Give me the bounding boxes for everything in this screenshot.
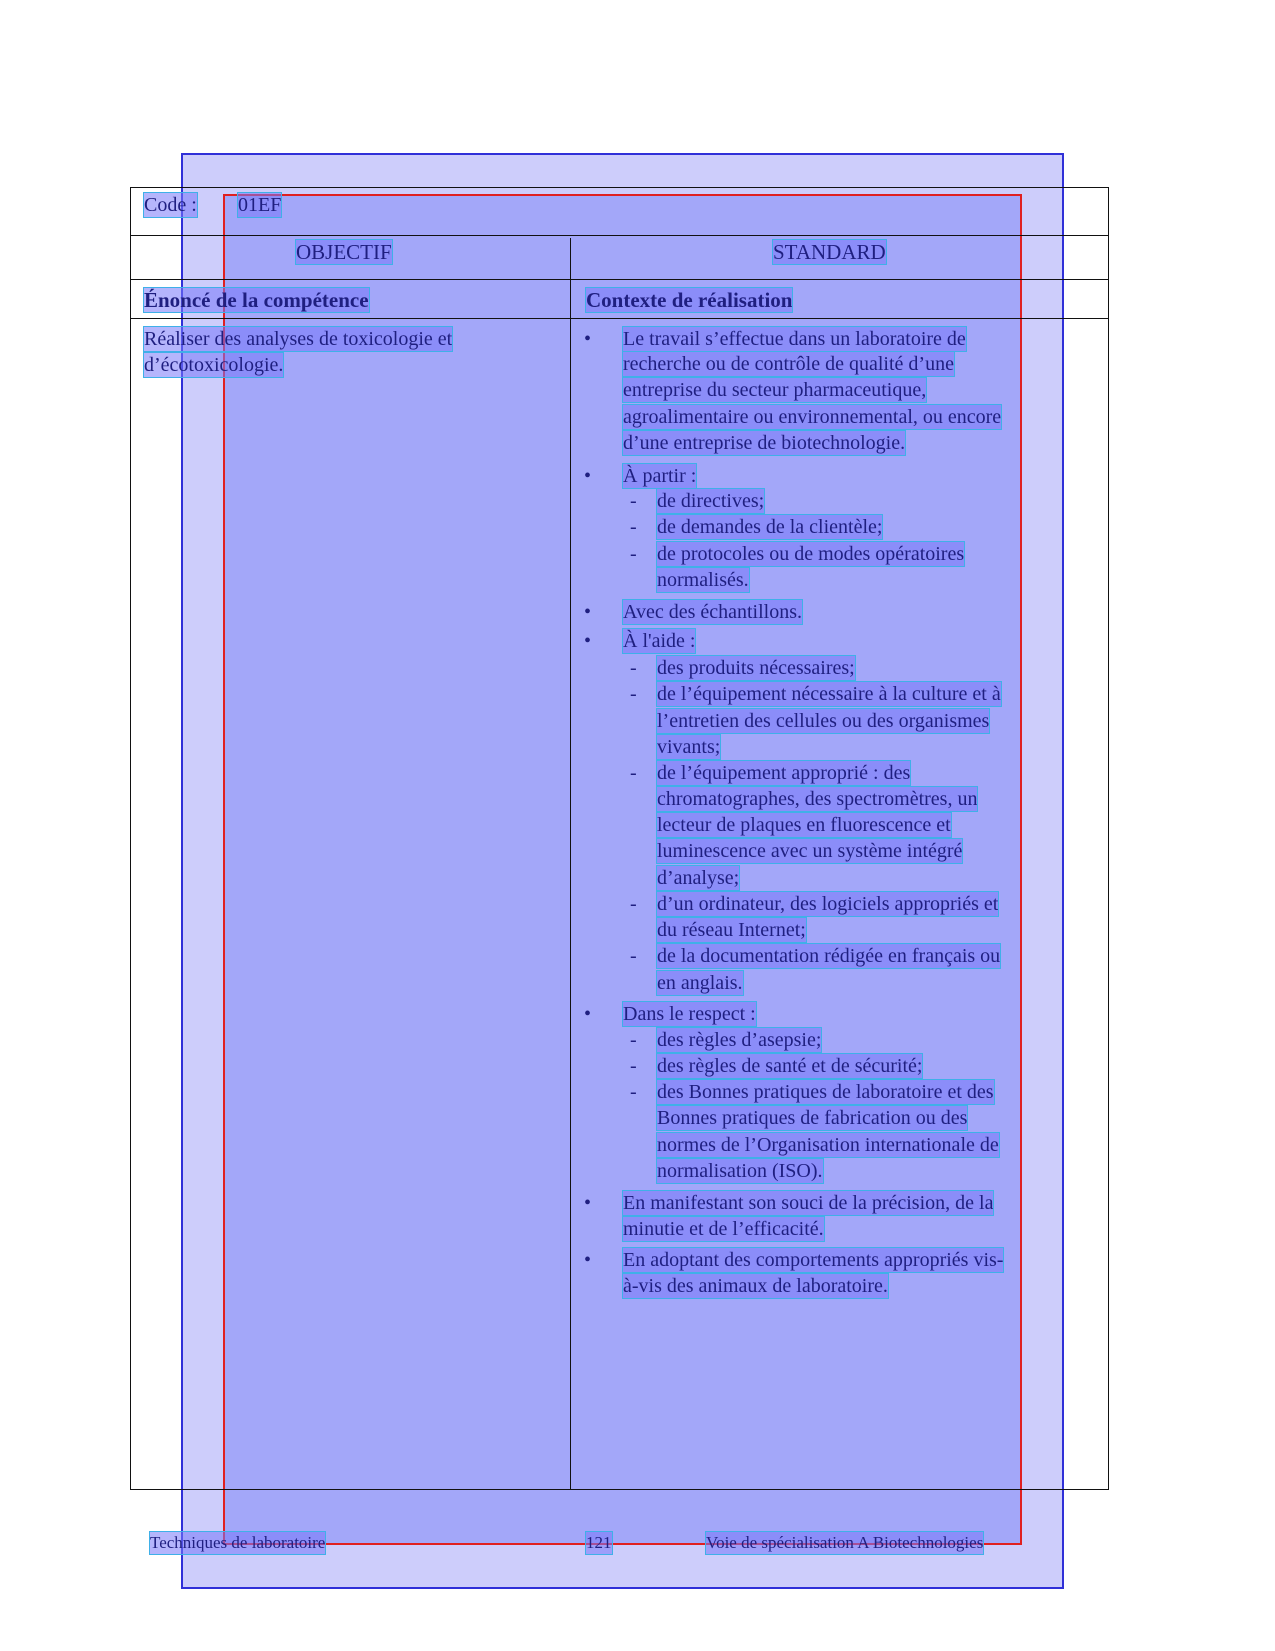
- dash-icon: -: [630, 543, 637, 565]
- contexte-line: En manifestant son souci de la précision, de la: [623, 1192, 994, 1214]
- contexte-line: Avec des échantillons.: [623, 601, 803, 623]
- enonce-line: Réaliser des analyses de toxicologie et: [144, 328, 453, 350]
- contexte-subline: vivants;: [657, 736, 721, 758]
- contexte-subline: d’analyse;: [657, 867, 740, 889]
- bullet-icon: •: [584, 1192, 592, 1214]
- bullet-icon: •: [584, 328, 592, 350]
- bullet-icon: •: [584, 601, 592, 623]
- contexte-line: Le travail s’effectue dans un laboratoire de: [623, 328, 966, 350]
- bullet-icon: •: [584, 1003, 592, 1025]
- contexte-line: recherche ou de contrôle de qualité d’une: [623, 353, 954, 375]
- row-divider: [131, 279, 1108, 280]
- row-divider: [131, 235, 1108, 236]
- contexte-subline: normalisés.: [657, 569, 749, 591]
- row-divider: [131, 318, 1108, 319]
- contexte-line: Dans le respect :: [623, 1003, 756, 1025]
- code-value: 01EF: [238, 194, 282, 216]
- page-number: 121: [586, 1533, 612, 1552]
- dash-icon: -: [630, 490, 637, 512]
- contexte-subline: en anglais.: [657, 972, 743, 994]
- contexte-subline: d’un ordinateur, des logiciels appropriés et: [657, 893, 999, 915]
- contexte-subline: de directives;: [657, 490, 765, 512]
- contexte-subline: de l’équipement nécessaire à la culture et à: [657, 683, 1001, 705]
- dash-icon: -: [630, 683, 637, 705]
- contexte-subline: de la documentation rédigée en français ou: [657, 945, 1001, 967]
- contexte-subline: des Bonnes pratiques de laboratoire et des: [657, 1081, 994, 1103]
- header-standard: STANDARD: [773, 240, 886, 264]
- contexte-line: d’une entreprise de biotechnologie.: [623, 432, 906, 454]
- dash-icon: -: [630, 762, 637, 784]
- contexte-line: entreprise du secteur pharmaceutique,: [623, 379, 927, 401]
- dash-icon: -: [630, 945, 637, 967]
- contexte-line: minutie et de l’efficacité.: [623, 1218, 824, 1240]
- enonce-line: d’écotoxicologie.: [144, 354, 284, 376]
- contexte-subline: chromatographes, des spectromètres, un: [657, 788, 978, 810]
- dash-icon: -: [630, 516, 637, 538]
- footer-left: Techniques de laboratoire: [150, 1533, 326, 1552]
- dash-icon: -: [630, 1029, 637, 1051]
- contexte-subline: Bonnes pratiques de fabrication ou des: [657, 1107, 968, 1129]
- contexte-subline: normes de l’Organisation internationale de: [657, 1134, 999, 1156]
- bullet-icon: •: [584, 1249, 592, 1271]
- contexte-line: agroalimentaire ou environnemental, ou encore: [623, 406, 1002, 428]
- contexte-line: À partir :: [623, 465, 697, 487]
- contexte-subline: luminescence avec un système intégré: [657, 840, 963, 862]
- bullet-icon: •: [584, 630, 592, 652]
- dash-icon: -: [630, 1055, 637, 1077]
- contexte-line: En adoptant des comportements appropriés vis-: [623, 1249, 1004, 1271]
- contexte-subline: l’entretien des cellules ou des organismes: [657, 710, 990, 732]
- subheader-enonce: Énoncé de la compétence: [144, 288, 369, 312]
- contexte-subline: normalisation (ISO).: [657, 1160, 823, 1182]
- contexte-subline: des produits nécessaires;: [657, 657, 855, 679]
- bullet-icon: •: [584, 465, 592, 487]
- contexte-subline: de demandes de la clientèle;: [657, 516, 883, 538]
- contexte-subline: des règles de santé et de sécurité;: [657, 1055, 923, 1077]
- contexte-subline: des règles d’asepsie;: [657, 1029, 822, 1051]
- subheader-contexte: Contexte de réalisation: [586, 288, 793, 312]
- contexte-line: À l'aide :: [623, 630, 696, 652]
- dash-icon: -: [630, 657, 637, 679]
- contexte-subline: du réseau Internet;: [657, 919, 806, 941]
- code-label: Code :: [144, 194, 197, 216]
- footer-right: Voie de spécialisation A Biotechnologies: [706, 1533, 984, 1552]
- contexte-subline: lecteur de plaques en fluorescence et: [657, 814, 951, 836]
- contexte-subline: de protocoles ou de modes opératoires: [657, 543, 965, 565]
- contexte-line: à-vis des animaux de laboratoire.: [623, 1275, 888, 1297]
- dash-icon: -: [630, 1081, 637, 1103]
- column-divider: [570, 238, 571, 1489]
- dash-icon: -: [630, 893, 637, 915]
- contexte-subline: de l’équipement approprié : des: [657, 762, 911, 784]
- header-objectif: OBJECTIF: [296, 240, 392, 264]
